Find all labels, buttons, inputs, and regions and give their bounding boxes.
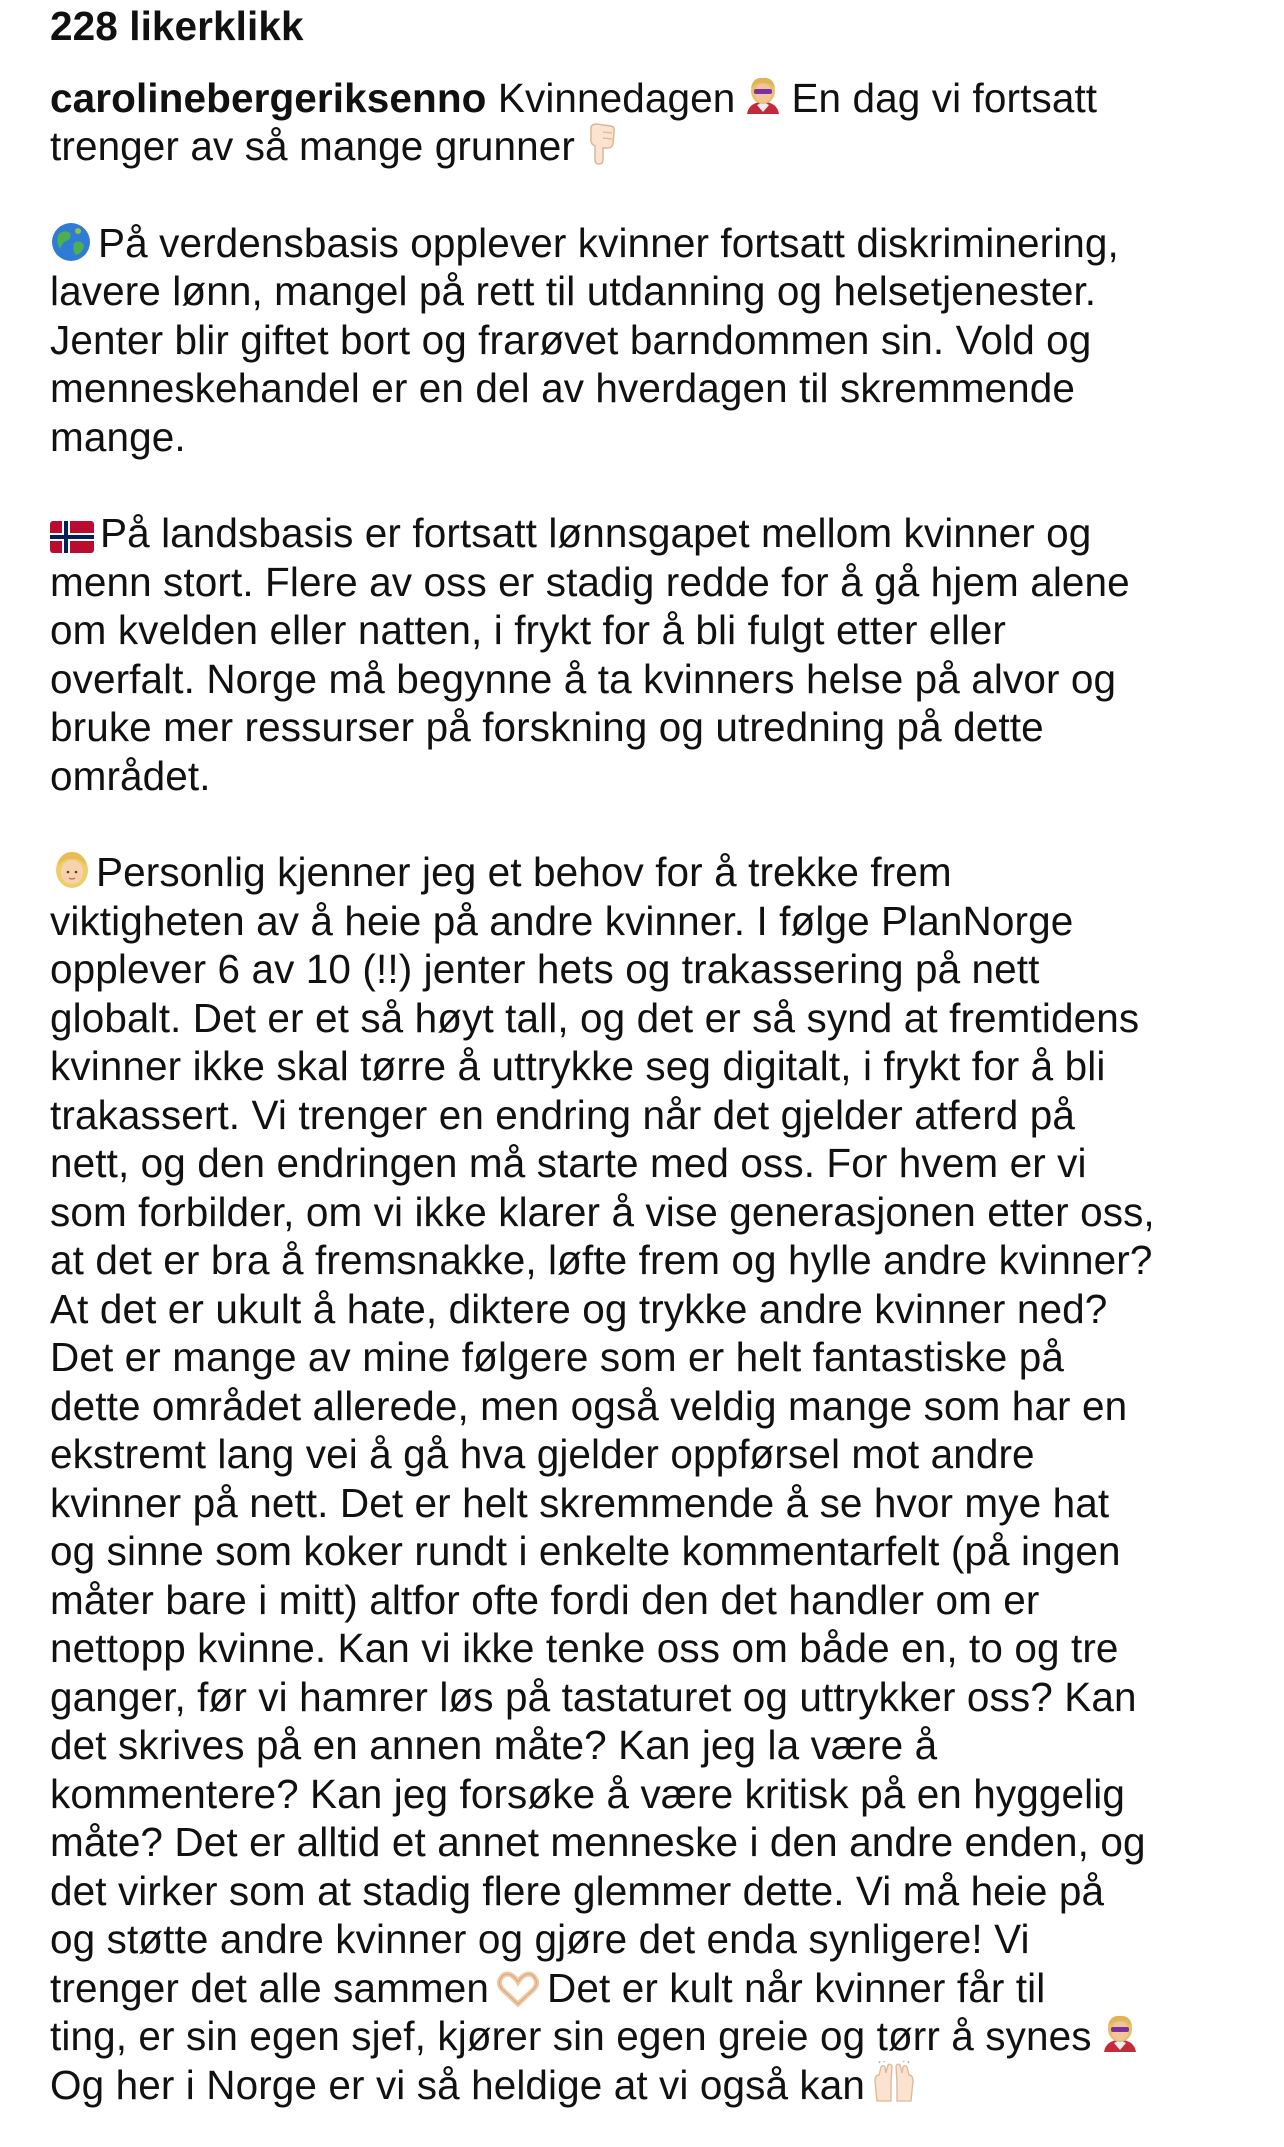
paragraph-text: trenger det alle sammen: [50, 1964, 490, 2011]
paragraph-line: området.: [50, 752, 211, 799]
paragraph-line: globalt. Det er et så høyt tall, og det er så synd at fremtidens: [50, 994, 1140, 1041]
paragraph-line: trakassert. Vi trenger en endring når det gjelder atferd på: [50, 1091, 1076, 1138]
paragraph-global: [50, 219, 1250, 462]
paragraph-line: måter bare i mitt) altfor ofte fordi den det handler om er: [50, 1576, 1040, 1623]
paragraph-line: som forbilder, om vi ikke klarer å vise generasjonen etter oss,: [50, 1188, 1155, 1235]
woman-superhero-emoji-icon: [1098, 2012, 1142, 2056]
paragraph-line: overfalt. Norge må begynne å ta kvinners helse på alvor og: [50, 655, 1117, 702]
paragraph-line: kommentere? Kan jeg forsøke å være kritisk på en hyggelig: [50, 1770, 1125, 1817]
paragraph-line: kvinner ikke skal tørre å uttrykke seg digitalt, i frykt for å bli: [50, 1043, 1106, 1089]
paragraph-line: og støtte andre kvinner og gjøre det enda synligere! Vi: [50, 1916, 1030, 1962]
paragraph-text: Det er kult når kvinner får til: [547, 1964, 1046, 2011]
heart-hands-emoji-icon: [495, 1968, 541, 2008]
post-caption-container: [50, 0, 1250, 2109]
paragraph-line: bruke mer ressurser på forskning og utredning på dette: [50, 704, 1044, 750]
paragraph-line: Det er mange av mine følgere som er helt fantastiske på: [50, 1334, 1064, 1380]
raising-hands-emoji-icon: [871, 2061, 917, 2105]
paragraph-line: opplever 6 av 10 (!!) jenter hets og trakassering på nett: [50, 946, 1040, 992]
paragraph-text: ting, er sin egen sjef, kjører sin egen greie og tørr å synes: [50, 2013, 1092, 2059]
point-down-emoji-icon: [581, 122, 621, 166]
paragraph-line: om kvelden eller natten, i frykt for å bli fulgt etter eller: [50, 607, 1006, 653]
paragraph-line: ganger, før vi hamrer løs på tastaturet og uttrykker oss? Kan: [50, 1673, 1137, 1720]
paragraph-line: og sinne som koker rundt i enkelte kommentarfelt (på ingen: [50, 1528, 1121, 1574]
paragraph-line: menn stort. Flere av oss er stadig redde for å gå hjem alene: [50, 558, 1130, 605]
paragraph-line: det skrives på en annen måte? Kan jeg la være å: [50, 1722, 938, 1768]
paragraph-line: at det er bra å fremsnakke, løfte frem og hylle andre kvinner?: [50, 1237, 1153, 1283]
caption-intro: [50, 74, 1250, 171]
caption-text: En dag vi fortsatt: [791, 74, 1098, 121]
paragraph-line: mange.: [50, 413, 186, 460]
paragraph-line: viktigheten av å heie på andre kvinner. I følge PlanNorge: [50, 897, 1074, 944]
norway-flag-emoji-icon: [50, 521, 94, 553]
paragraph-line: dette området allerede, men også veldig mange som har en: [50, 1382, 1128, 1429]
paragraph-personal: [50, 848, 1250, 2109]
paragraph-text: På verdensbasis opplever kvinner fortsatt diskriminering,: [98, 219, 1119, 266]
caption-text: trenger av så mange grunner: [50, 123, 576, 169]
paragraph-line: måte? Det er alltid et annet menneske i den andre enden, og: [50, 1819, 1146, 1865]
paragraph-line: det virker som at stadig flere glemmer dette. Vi må heie på: [50, 1867, 1105, 1914]
paragraph-line: kvinner på nett. Det er helt skremmende å se hvor mye hat: [50, 1479, 1110, 1526]
caption-text: Kvinnedagen: [497, 74, 736, 121]
paragraph-line: menneskehandel er en del av hverdagen til skremmende: [50, 365, 1076, 411]
paragraph-line: Jenter blir giftet bort og frarøvet barndommen sin. Vold og: [50, 316, 1092, 363]
paragraph-line: lavere lønn, mangel på rett til utdanning og helsetjenester.: [50, 268, 1097, 314]
likes-count[interactable]: 228 likerklikk: [50, 3, 304, 49]
paragraph-text: Og her i Norge er vi så heldige at vi også kan: [50, 2061, 866, 2108]
paragraph-text: Personlig kjenner jeg et behov for å trekke frem: [96, 849, 952, 895]
woman-blond-hair-emoji-icon: [50, 848, 94, 892]
username-link[interactable]: carolinebergeriksenno: [50, 74, 487, 121]
paragraph-line: nettopp kvinne. Kan vi ikke tenke oss om både en, to og tre: [50, 1625, 1119, 1671]
globe-emoji-icon: [50, 221, 92, 263]
woman-superhero-emoji-icon: [741, 74, 785, 118]
paragraph-line: nett, og den endringen må starte med oss. For hvem er vi: [50, 1140, 1087, 1186]
paragraph-line: ekstremt lang vei å gå hva gjelder oppførsel mot andre: [50, 1431, 1035, 1477]
paragraph-line: At det er ukult å hate, diktere og trykke andre kvinner ned?: [50, 1285, 1108, 1332]
paragraph-norway: [50, 509, 1250, 800]
paragraph-text: På landsbasis er fortsatt lønnsgapet mellom kvinner og: [100, 510, 1092, 556]
